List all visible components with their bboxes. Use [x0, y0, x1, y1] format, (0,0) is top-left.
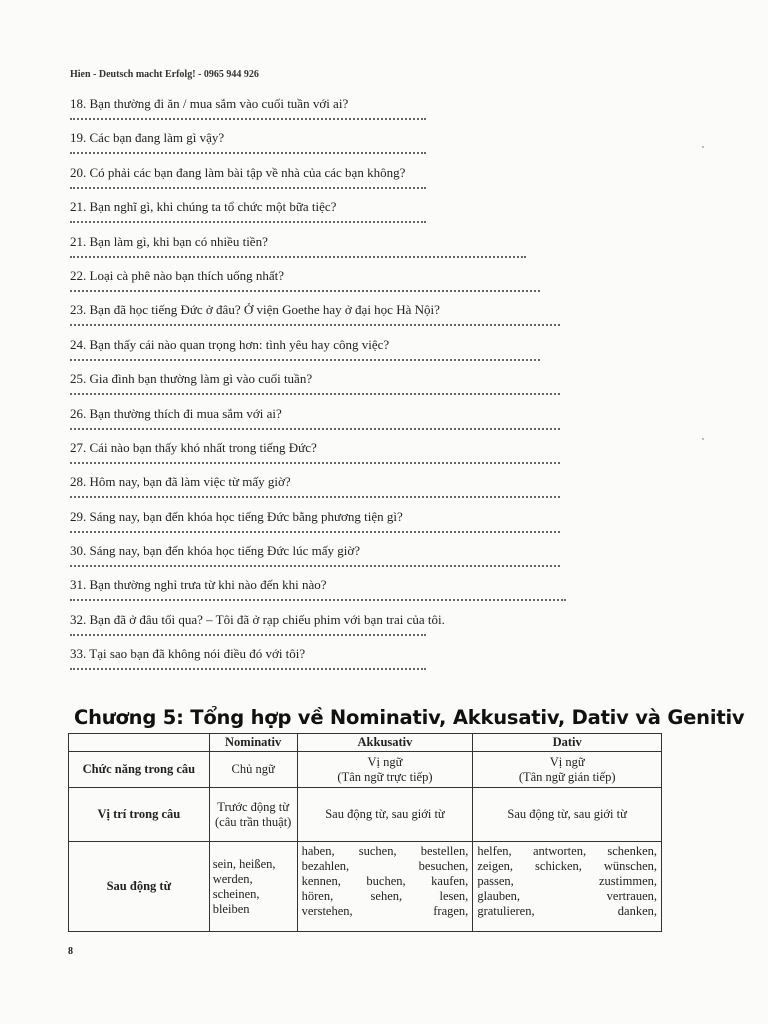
question-item — [70, 199, 570, 233]
answer-line[interactable] — [70, 425, 560, 430]
answer-line[interactable] — [70, 665, 426, 670]
table-header-row — [69, 734, 662, 752]
question-item — [70, 612, 570, 646]
question-text: 21. Bạn làm gì, khi bạn có nhiều tiền? — [70, 233, 268, 249]
question-text: 31. Bạn thường nghỉ trưa từ khi nào đến khi nào? — [70, 577, 327, 593]
question-item — [70, 440, 570, 474]
answer-line[interactable] — [70, 253, 526, 258]
question-text: 24. Bạn thấy cái nào quan trọng hơn: tình yêu hay công việc? — [70, 336, 390, 352]
chapter-title: Chương 5: Tổng hợp về Nominativ, Akkusativ, Dativ và Genitiv — [74, 706, 745, 729]
cell-akkusativ-function — [297, 752, 473, 788]
question-item — [70, 337, 570, 371]
verb-line: helfen, antworten, schenken, — [477, 844, 657, 858]
cell-dativ-function — [473, 752, 662, 788]
question-item — [70, 474, 570, 508]
question-item — [70, 165, 570, 199]
question-item — [70, 577, 570, 611]
page-header: Hien - Deutsch macht Erfolg! - 0965 944 926 — [70, 69, 259, 80]
question-item — [70, 96, 570, 130]
scan-speck — [702, 438, 704, 440]
verb-line: passen, zustimmen, — [477, 874, 657, 888]
row-label-after-verb: Sau động từ — [69, 842, 210, 932]
dativ-function-line1: Vị ngữ — [549, 754, 585, 769]
header-akkusativ: Akkusativ — [297, 734, 473, 752]
question-text: 33. Tại sao bạn đã không nói điều đó với tôi? — [70, 646, 306, 662]
question-text: 19. Các bạn đang làm gì vậy? — [70, 130, 225, 146]
question-text: 18. Bạn thường đi ăn / mua sắm vào cuối tuần với ai? — [70, 96, 349, 111]
question-text: 29. Sáng nay, bạn đến khóa học tiếng Đức bằng phương tiện gì? — [70, 508, 403, 524]
dativ-function-line2: (Tân ngữ gián tiếp) — [518, 769, 616, 784]
question-text: 30. Sáng nay, bạn đến khóa học tiếng Đức lúc mấy giờ? — [70, 543, 360, 559]
table-row-function — [69, 752, 662, 788]
verb-line: verstehen, fragen, — [301, 904, 469, 918]
question-item — [70, 268, 570, 302]
cell-dativ-verbs — [473, 842, 662, 932]
answer-line[interactable] — [70, 390, 560, 395]
answer-line[interactable] — [70, 149, 426, 154]
question-item — [70, 302, 570, 336]
verb-line: glauben, vertrauen, — [477, 889, 657, 903]
question-item — [70, 234, 570, 268]
verb-line: bezahlen, besuchen, — [301, 859, 469, 873]
question-text: 22. Loại cà phê nào bạn thích uống nhất? — [70, 267, 285, 283]
cell-nominativ-function: Chủ ngữ — [209, 752, 297, 788]
question-item — [70, 371, 570, 405]
answer-line[interactable] — [70, 459, 560, 464]
question-text: 21. Bạn nghĩ gì, khi chúng ta tổ chức một bữa tiệc? — [70, 199, 337, 215]
cell-akkusativ-verbs — [297, 842, 473, 932]
question-item — [70, 406, 570, 440]
question-item — [70, 543, 570, 577]
answer-line[interactable] — [70, 115, 426, 120]
question-text: 23. Bạn đã học tiếng Đức ở đâu? Ở viện Goethe hay ở đại học Hà Nội? — [70, 302, 440, 318]
akkusativ-function-line1: Vị ngữ — [367, 754, 403, 769]
question-item — [70, 509, 570, 543]
row-label-position: Vị trí trong câu — [69, 788, 210, 842]
question-text: 27. Cái nào bạn thấy khó nhất trong tiếng Đức? — [70, 439, 317, 455]
answer-line[interactable] — [70, 528, 560, 533]
verb-line: gratulieren, danken, — [477, 904, 657, 918]
cell-dativ-position: Sau động từ, sau giới từ — [473, 788, 662, 842]
row-label-function: Chức năng trong câu — [69, 752, 210, 788]
page-number: 8 — [68, 946, 73, 957]
akkusativ-function-line2: (Tân ngữ trực tiếp) — [337, 769, 433, 784]
scan-speck — [702, 146, 704, 148]
verb-line: haben, suchen, bestellen, — [301, 844, 469, 858]
answer-line[interactable] — [70, 287, 540, 292]
answer-line[interactable] — [70, 596, 566, 601]
question-text: 26. Bạn thường thích đi mua sắm với ai? — [70, 405, 282, 421]
answer-line[interactable] — [70, 184, 426, 189]
answer-line[interactable] — [70, 321, 560, 326]
verb-line: hören, sehen, lesen, — [301, 889, 469, 903]
verb-line: kennen, buchen, kaufen, — [301, 874, 469, 888]
verb-line: zeigen, schicken, wünschen, — [477, 859, 657, 873]
table-row-after-verb — [69, 842, 662, 932]
question-item — [70, 130, 570, 164]
answer-line[interactable] — [70, 562, 560, 567]
question-text: 25. Gia đình bạn thường làm gì vào cuối tuần? — [70, 371, 313, 387]
answer-line[interactable] — [70, 631, 426, 636]
question-text: 32. Bạn đã ở đâu tối qua? – Tôi đã ở rạp chiếu phim với bạn trai của tôi. — [70, 611, 445, 627]
cell-akkusativ-position: Sau động từ, sau giới từ — [297, 788, 473, 842]
header-nominativ: Nominativ — [209, 734, 297, 752]
answer-line[interactable] — [70, 218, 426, 223]
question-item — [70, 646, 570, 680]
question-text: 28. Hôm nay, bạn đã làm việc từ mấy giờ? — [70, 474, 291, 490]
question-list — [70, 96, 570, 681]
cell-nominativ-position: Trước động từ (câu trần thuật) — [209, 788, 297, 842]
header-empty — [69, 734, 210, 752]
question-text: 20. Có phải các bạn đang làm bài tập về nhà của các bạn không? — [70, 164, 406, 180]
header-dativ: Dativ — [473, 734, 662, 752]
answer-line[interactable] — [70, 356, 540, 361]
table-row-position — [69, 788, 662, 842]
grammar-table — [68, 733, 662, 932]
cell-nominativ-verbs: sein, heißen, werden, scheinen, bleiben — [209, 842, 297, 932]
answer-line[interactable] — [70, 493, 560, 498]
